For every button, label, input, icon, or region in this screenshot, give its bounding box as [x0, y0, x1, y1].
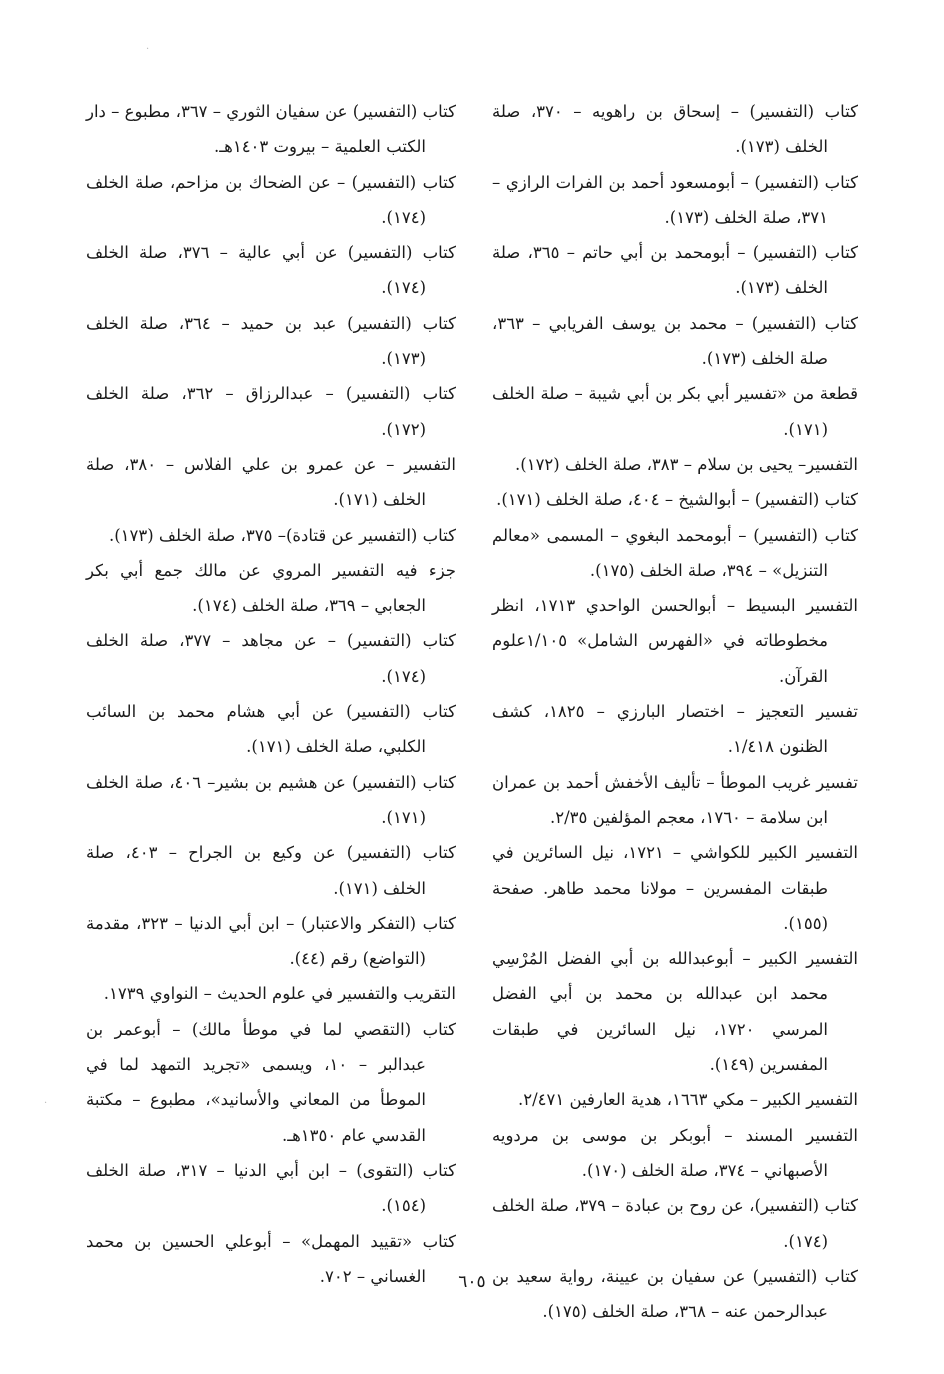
- entry: كتاب (التفسير) – أبومحمد بن أبي حاتم – ٣٦٥، صلة الخلف (١٧٣).: [492, 243, 859, 298]
- entry: كتاب (التفسير) – إسحاق بن راهويه – ٣٧٠، صلة الخلف (١٧٣).: [492, 102, 859, 157]
- left-column: [86, 94, 456, 1294]
- entry: كتاب (التفكر والاعتبار) – ابن أبي الدنيا – ٣٢٣، مقدمة (التواضع) رقم (٤٤).: [86, 913, 456, 969]
- entry: كتاب (التقوى) – ابن أبي الدنيا – ٣١٧، صلة الخلف (١٥٤).: [86, 1160, 456, 1216]
- entry: كتاب «تقييد المهمل» – أبوعلي الحسين بن محمد الغساني – ٧٠٢.: [86, 1231, 456, 1286]
- entry: كتاب (التفسير) – محمد بن يوسف الفريابي – ٣٦٣، صلة الخلف (١٧٣).: [492, 313, 858, 369]
- entry: تفسير غريب الموطأ – تأليف الأخفش أحمد بن عمران ابن سلامة – ١٧٦٠، معجم المؤلفين ٢/٣٥.: [492, 772, 858, 827]
- entry: كتاب (التقصي لما في موطأ مالك) – أبوعمر بن عبدالبر – ١٠، ويسمى «تجريد التمهد لما في الموطأ من المعاني والأسانيد»، مطبوع – مكتبة القدسي عام ١٣٥٠هـ.: [86, 1019, 456, 1145]
- entry: التفسير الكبير – أبوعبدالله بن أبي الفضل المُرْسِي محمد ابن عبدالله بن محمد بن أبي الفضل المرسي ١٧٢٠، نيل السائرين في طبقات المفسرين (١٤٩).: [492, 949, 858, 1075]
- entry: جزء فيه التفسير المروي عن مالك جمع أبي بكر الجعابي – ٣٦٩، صلة الخلف (١٧٤).: [86, 560, 456, 616]
- entry: التفسير – عن عمرو بن علي الفلاس – ٣٨٠، صلة الخلف (١٧١).: [86, 454, 457, 510]
- entry: التفسير المسند – أبوبكر بن موسى بن مردويه الأصبهاني – ٣٧٤، صلة الخلف (١٧٠).: [492, 1125, 858, 1180]
- entry: التفسير البسيط – أبوالحسن الواحدي ١٧١٣، انظر مخطوطاته في «الفهرس الشامل» ١/١٠٥علوم القرآن.: [492, 596, 858, 686]
- entry: كتاب (التفسير) عبد بن حميد – ٣٦٤، صلة الخلف (١٧٣).: [86, 313, 456, 369]
- entry: كتاب (التفسير) – عبدالرزاق – ٣٦٢، صلة الخلف (١٧٢).: [86, 384, 456, 439]
- page-number: ٦٠٥: [458, 1272, 486, 1292]
- entry: التفسير– يحيى بن سلام – ٣٨٣، صلة الخلف (١٧٢).: [515, 454, 858, 474]
- entry: كتاب (التفسير) عن أبي عالية – ٣٧٦، صلة الخلف (١٧٤).: [86, 243, 456, 298]
- entry: كتاب (التفسير) عن أبي هشام محمد بن السائب الكلبي، صلة الخلف (١٧١).: [86, 702, 456, 757]
- entry: التقريب والتفسير في علوم الحديث – النواوي ١٧٣٩.: [103, 984, 456, 1004]
- entry: كتاب (التفسير عن قتادة)– ٣٧٥، صلة الخلف (١٧٣).: [108, 525, 456, 545]
- scan-speck: ·: [44, 1098, 48, 1109]
- entry: قطعة من «تفسير أبي بكر بن أبي شيبة – صلة الخلف (١٧١).: [492, 384, 858, 439]
- entry: تفسير التعجيز – اختصار البارزي – ١٨٢٥، كشف الظنون ١/٤١٨.: [492, 702, 859, 757]
- entry: كتاب (التفسير) عن هشيم بن بشير– ٤٠٦، صلة الخلف (١٧١).: [86, 772, 456, 827]
- entry: كتاب (التفسير) – أبوالشيخ – ٤٠٤، صلة الخلف (١٧١).: [496, 490, 858, 510]
- scan-speck: ·: [146, 44, 150, 55]
- entry: التفسير الكبير – مكي ١٦٦٣، هدية العارفين ٢/٤٧١.: [517, 1090, 858, 1110]
- entry: كتاب (التفسير) – أبومسعود أحمد بن الفرات الرازي – ٣٧١، صلة الخلف (١٧٣).: [492, 172, 858, 227]
- entry: كتاب (التفسير) – أبومحمد البغوي – المسمى «معالم التنزيل» – ٣٩٤، صلة الخلف (١٧٥).: [492, 525, 858, 580]
- entry: كتاب (التفسير) عن وكيع بن الجراح – ٤٠٣، صلة الخلف (١٧١).: [86, 843, 457, 898]
- entry: كتاب (التفسير) عن سفيان بن عيينة، رواية سعيد بن عبدالرحمن عنه – ٣٦٨، صلة الخلف (١٧٥).: [492, 1266, 858, 1322]
- entry: التفسير الكبير للكواشي – ١٧٢١، نيل السائرين في طبقات المفسرين – مولانا محمد طاهر. صفحة (١٥٥).: [492, 843, 858, 933]
- right-column: [492, 94, 858, 1329]
- entry: كتاب (التفسير) – عن مجاهد – ٣٧٧، صلة الخلف (١٧٤).: [86, 631, 456, 686]
- entry: كتاب (التفسير) عن سفيان الثوري – ٣٦٧، مطبوع – دار الكتب العلمية – بيروت ١٤٠٣هـ.: [86, 102, 456, 157]
- entry: كتاب (التفسير)، عن روح بن عبادة – ٣٧٩، صلة الخلف (١٧٤).: [492, 1196, 858, 1251]
- entry: كتاب (التفسير) – عن الضحاك بن مزاحم، صلة الخلف (١٧٤).: [86, 172, 456, 227]
